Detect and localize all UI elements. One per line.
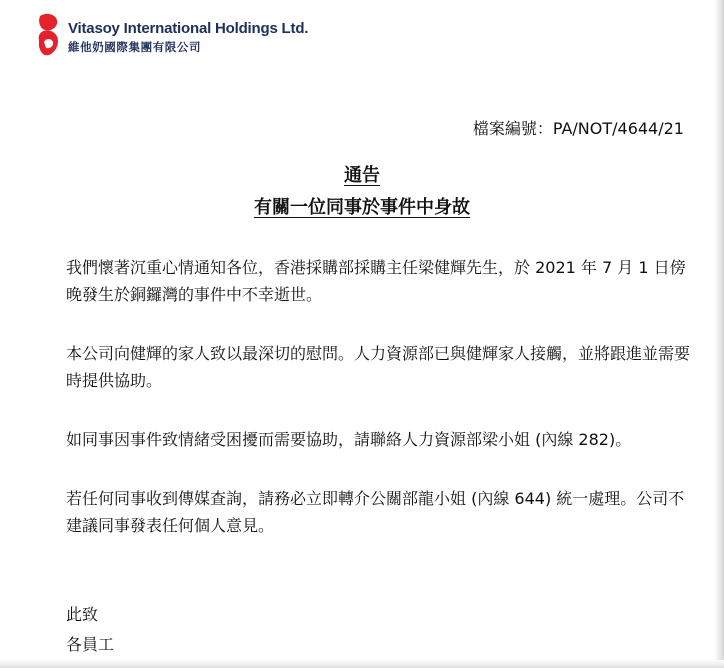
notice-title	[0, 161, 724, 187]
vitasoy-logo-icon	[34, 12, 62, 58]
company-name-zh: 維他奶國際集團有限公司	[68, 40, 202, 54]
closing-recipient: 各員工	[66, 635, 115, 654]
closing-salutation: 此致	[66, 605, 99, 624]
body-paragraph: 我們懷著沉重心情通知各位，香港採購部採購主任梁健輝先生，於 2021 年 7 月 1 日傍晚發生於銅鑼灣的事件中不幸逝世。	[66, 258, 686, 304]
company-name-en: Vitasoy International Holdings Ltd.	[68, 20, 309, 37]
notice-subtitle-text: 有關一位同事於事件中身故	[254, 197, 470, 218]
company-logo	[34, 12, 309, 60]
page-edge-shadow	[714, 0, 724, 668]
closing-block	[66, 600, 114, 660]
body-paragraph: 本公司向健輝的家人致以最深切的慰問。人力資源部已與健輝家人接觸，並將跟進並需要時提供協助。	[66, 344, 691, 390]
body-paragraph: 如同事因事件致情緒受困擾而需要協助，請聯絡人力資源部梁小姐 (內線 282)。	[66, 430, 632, 449]
body-paragraph: 若任何同事收到傳媒查詢，請務必立即轉介公關部龍小姐 (內線 644) 統一處理。公司不建議同事發表任何個人意見。	[66, 489, 685, 535]
page-edge-shadow-bottom	[0, 660, 724, 668]
file-number: 檔案編號：PA/NOT/4644/21	[472, 119, 684, 138]
notice-title-text: 通告	[344, 165, 380, 186]
notice-subtitle	[0, 193, 724, 219]
